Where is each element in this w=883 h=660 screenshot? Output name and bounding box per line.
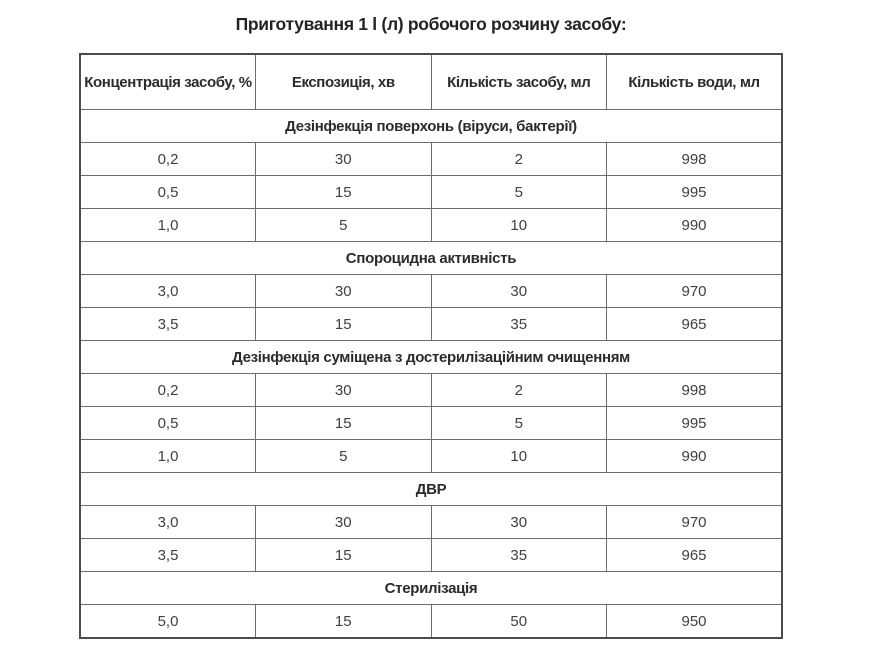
- section-label: Стерилізація: [80, 572, 782, 605]
- table-row: [80, 176, 782, 209]
- table-cell: 15: [256, 176, 432, 209]
- column-header-2: Експозиція, хв: [256, 54, 432, 110]
- table-cell: 30: [256, 374, 432, 407]
- table-cell: 998: [607, 143, 783, 176]
- table-row: [80, 407, 782, 440]
- table-cell: 30: [431, 275, 607, 308]
- section-row: [80, 473, 782, 506]
- section-label: ДВР: [80, 473, 782, 506]
- table-cell: 1,0: [80, 209, 256, 242]
- table-cell: 15: [256, 605, 432, 639]
- section-label: Дезінфекція суміщена з достерилізаційним очищенням: [80, 341, 782, 374]
- section-row: [80, 110, 782, 143]
- table-cell: 10: [431, 209, 607, 242]
- table-row: [80, 605, 782, 639]
- table-cell: 15: [256, 407, 432, 440]
- table-cell: 35: [431, 539, 607, 572]
- table-cell: 2: [431, 374, 607, 407]
- section-row: [80, 572, 782, 605]
- table-row: [80, 440, 782, 473]
- table-cell: 970: [607, 275, 783, 308]
- table-row: [80, 275, 782, 308]
- column-header-4: Кількість води, мл: [607, 54, 783, 110]
- table-cell: 5: [256, 209, 432, 242]
- table-cell: 965: [607, 308, 783, 341]
- table-cell: 965: [607, 539, 783, 572]
- section-row: [80, 341, 782, 374]
- table-cell: 3,0: [80, 275, 256, 308]
- table-cell: 30: [256, 275, 432, 308]
- table-cell: 3,5: [80, 539, 256, 572]
- preparation-table: [79, 53, 783, 639]
- table-cell: 3,0: [80, 506, 256, 539]
- table-header: [80, 54, 782, 110]
- table-cell: 30: [431, 506, 607, 539]
- table-cell: 30: [256, 143, 432, 176]
- table-cell: 3,5: [80, 308, 256, 341]
- table-cell: 5: [431, 176, 607, 209]
- table-cell: 0,5: [80, 407, 256, 440]
- page-title: Приготування 1 l (л) робочого розчину засобу:: [235, 14, 627, 34]
- table-cell: 5: [256, 440, 432, 473]
- table-cell: 950: [607, 605, 783, 639]
- section-label: Дезінфекція поверхонь (віруси, бактерії): [80, 110, 782, 143]
- table-cell: 35: [431, 308, 607, 341]
- table-cell: 0,5: [80, 176, 256, 209]
- table-cell: 5,0: [80, 605, 256, 639]
- table-cell: 1,0: [80, 440, 256, 473]
- table-cell: 0,2: [80, 143, 256, 176]
- table-cell: 5: [431, 407, 607, 440]
- table-row: [80, 539, 782, 572]
- table-cell: 970: [607, 506, 783, 539]
- table-cell: 50: [431, 605, 607, 639]
- table-cell: 995: [607, 407, 783, 440]
- table-header-row: [80, 54, 782, 110]
- table-row: [80, 209, 782, 242]
- table-cell: 15: [256, 308, 432, 341]
- column-header-1: Концентрація засобу, %: [80, 54, 256, 110]
- table-cell: 995: [607, 176, 783, 209]
- table-cell: 10: [431, 440, 607, 473]
- table-cell: 2: [431, 143, 607, 176]
- table-cell: 0,2: [80, 374, 256, 407]
- table-body: [80, 110, 782, 639]
- column-header-3: Кількість засобу, мл: [431, 54, 607, 110]
- table-cell: 990: [607, 440, 783, 473]
- table-row: [80, 308, 782, 341]
- table-cell: 990: [607, 209, 783, 242]
- table-row: [80, 506, 782, 539]
- section-label: Спороцидна активність: [80, 242, 782, 275]
- table-cell: 30: [256, 506, 432, 539]
- table-cell: 998: [607, 374, 783, 407]
- table-row: [80, 143, 782, 176]
- section-row: [80, 242, 782, 275]
- table-row: [80, 374, 782, 407]
- table-cell: 15: [256, 539, 432, 572]
